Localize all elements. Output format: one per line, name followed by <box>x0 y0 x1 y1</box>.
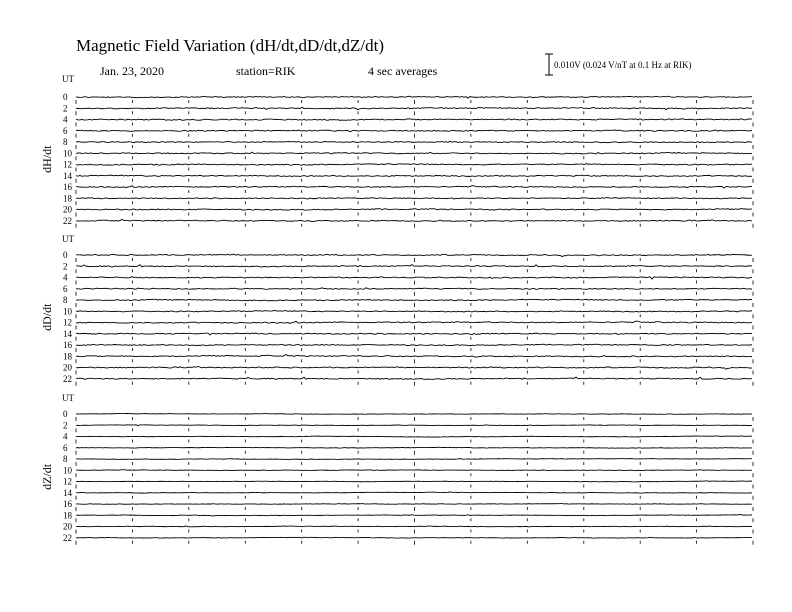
time-ticks <box>76 348 753 352</box>
row-hour-label: 2 <box>63 103 68 114</box>
trace-line <box>76 198 752 199</box>
trace-line <box>76 152 752 154</box>
scale-label: 0.010V (0.024 V/nT at 0.1 Hz at RIK) <box>554 60 692 70</box>
row-hour-label: 18 <box>63 193 72 204</box>
trace-line <box>76 265 752 268</box>
time-ticks <box>76 258 753 262</box>
time-ticks <box>76 179 753 183</box>
row-hour-label: 22 <box>63 373 72 384</box>
averaging-label: 4 sec averages <box>368 64 438 78</box>
trace-line <box>76 492 752 493</box>
ut-axis-label: UT <box>62 74 74 84</box>
component-label: dZ/dt <box>40 463 54 490</box>
trace-line <box>76 254 752 256</box>
time-ticks <box>76 111 753 115</box>
trace-line <box>76 299 752 301</box>
time-ticks <box>76 269 753 273</box>
trace-line <box>76 321 752 323</box>
trace-line <box>76 164 752 166</box>
trace-line <box>76 186 752 188</box>
time-ticks <box>76 100 753 104</box>
time-ticks <box>76 541 753 545</box>
time-ticks <box>76 371 753 375</box>
ut-axis-label: UT <box>62 393 74 403</box>
time-ticks <box>76 224 753 228</box>
station-label: station=RIK <box>236 64 296 78</box>
trace-line <box>76 333 752 335</box>
scale-bar <box>545 54 553 75</box>
time-ticks <box>76 292 753 296</box>
row-hour-label: 12 <box>63 317 72 328</box>
row-hour-label: 4 <box>63 114 68 125</box>
trace-line <box>76 96 752 98</box>
row-hour-label: 4 <box>63 272 68 283</box>
time-ticks <box>76 417 753 421</box>
time-ticks <box>76 337 753 341</box>
time-ticks <box>76 123 753 127</box>
time-ticks <box>76 201 753 205</box>
row-hour-label: 18 <box>63 510 72 521</box>
trace-line <box>76 537 752 538</box>
row-hour-label: 6 <box>63 125 68 136</box>
time-ticks <box>76 496 753 500</box>
trace-line <box>76 367 752 370</box>
row-hour-label: 22 <box>63 215 72 226</box>
row-hour-label: 14 <box>63 170 72 181</box>
trace-line <box>76 130 752 132</box>
time-ticks <box>76 382 753 386</box>
trace-line <box>76 470 752 471</box>
time-ticks <box>76 281 753 285</box>
trace-line <box>76 209 752 211</box>
time-ticks <box>76 530 753 534</box>
row-hour-label: 12 <box>63 159 72 170</box>
row-hour-label: 2 <box>63 420 68 431</box>
row-hour-label: 2 <box>63 261 68 272</box>
panel-dH-dt <box>40 74 753 228</box>
trace-line <box>76 141 752 142</box>
trace-line <box>76 526 752 527</box>
time-ticks <box>76 168 753 172</box>
row-hour-label: 4 <box>63 431 68 442</box>
row-hour-label: 12 <box>63 476 72 487</box>
trace-line <box>76 277 752 279</box>
time-ticks <box>76 213 753 217</box>
row-hour-label: 14 <box>63 328 72 339</box>
time-ticks <box>76 326 753 330</box>
row-hour-label: 20 <box>63 521 72 532</box>
ut-axis-label: UT <box>62 234 74 244</box>
chart-title: Magnetic Field Variation (dH/dt,dD/dt,dZ/dt) <box>76 36 385 55</box>
trace-line <box>76 514 752 516</box>
row-hour-label: 8 <box>63 137 68 147</box>
time-ticks <box>76 359 753 363</box>
panel-dD-dt <box>40 234 753 386</box>
trace-line <box>76 436 752 437</box>
row-hour-label: 0 <box>63 250 68 260</box>
trace-line <box>76 107 752 110</box>
trace-line <box>76 504 752 505</box>
trace-line <box>76 288 752 290</box>
row-hour-label: 10 <box>63 465 72 476</box>
time-ticks <box>76 473 753 477</box>
trace-line <box>76 219 752 221</box>
time-ticks <box>76 303 753 307</box>
row-hour-label: 0 <box>63 409 68 419</box>
row-hour-label: 10 <box>63 306 72 317</box>
trace-line <box>76 425 752 426</box>
time-ticks <box>76 428 753 432</box>
row-hour-label: 18 <box>63 351 72 362</box>
row-hour-label: 14 <box>63 487 72 498</box>
row-hour-label: 8 <box>63 295 68 305</box>
component-label: dD/dt <box>40 303 54 331</box>
time-ticks <box>76 507 753 511</box>
row-hour-label: 16 <box>63 182 72 192</box>
row-hour-label: 6 <box>63 442 68 453</box>
time-ticks <box>76 440 753 444</box>
trace-line <box>76 175 752 176</box>
component-label: dH/dt <box>40 145 54 173</box>
row-hour-label: 8 <box>63 454 68 464</box>
row-hour-label: 20 <box>63 204 72 215</box>
time-ticks <box>76 134 753 138</box>
row-hour-label: 22 <box>63 532 72 543</box>
trace-line <box>76 459 752 460</box>
time-ticks <box>76 314 753 318</box>
time-ticks <box>76 145 753 149</box>
time-ticks <box>76 518 753 522</box>
time-ticks <box>76 451 753 455</box>
row-hour-label: 20 <box>63 362 72 373</box>
trace-line <box>76 377 752 379</box>
panel-dZ-dt <box>40 393 753 545</box>
trace-line <box>76 119 752 121</box>
time-ticks <box>76 485 753 489</box>
trace-line <box>76 311 752 312</box>
row-hour-label: 16 <box>63 340 72 350</box>
trace-line <box>76 413 752 414</box>
date-label: Jan. 23, 2020 <box>100 64 164 78</box>
trace-line <box>76 447 752 448</box>
time-ticks <box>76 462 753 466</box>
row-hour-label: 6 <box>63 283 68 294</box>
row-hour-label: 10 <box>63 148 72 159</box>
trace-line <box>76 481 752 482</box>
row-hour-label: 0 <box>63 92 68 102</box>
trace-line <box>76 355 752 358</box>
time-ticks <box>76 190 753 194</box>
time-ticks <box>76 156 753 160</box>
trace-line <box>76 344 752 345</box>
row-hour-label: 16 <box>63 499 72 509</box>
